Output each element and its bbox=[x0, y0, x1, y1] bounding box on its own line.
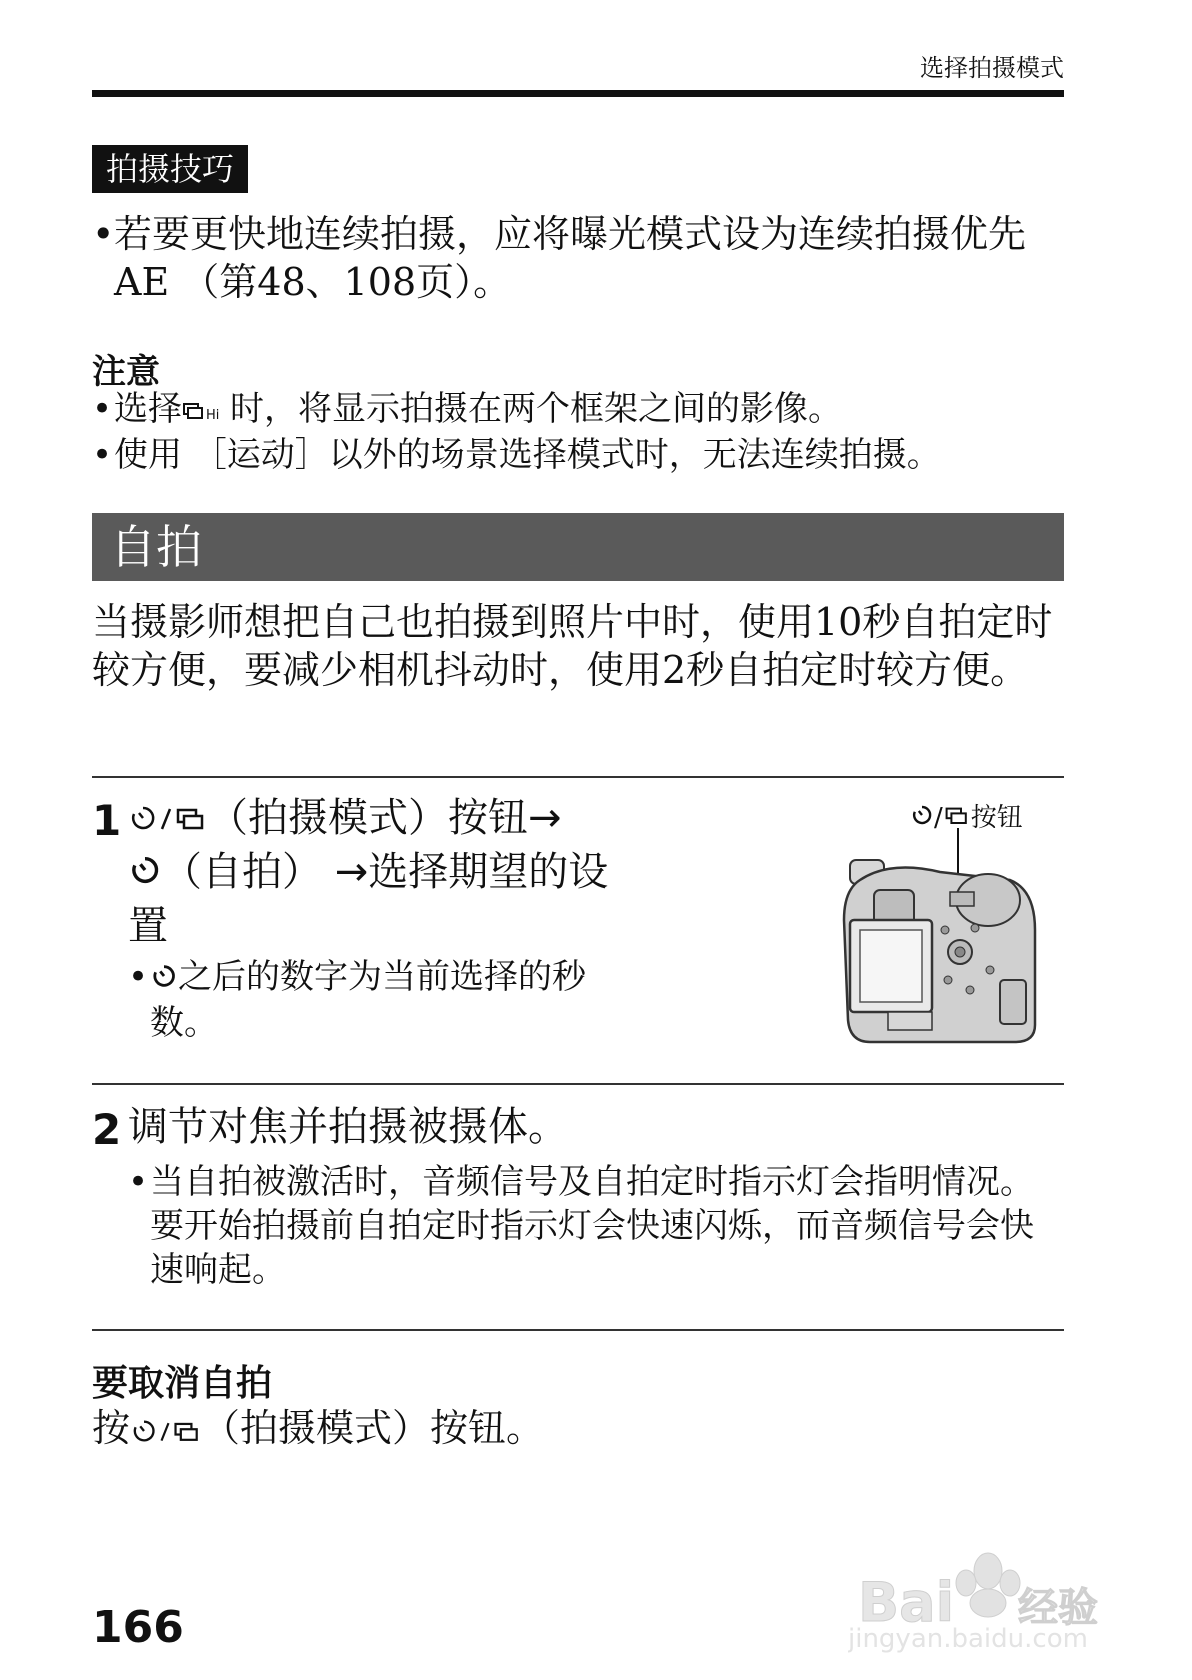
step-divider bbox=[92, 776, 1064, 778]
note-item-text: 时，将显示拍摄在两个框架之间的影像。 bbox=[230, 389, 842, 429]
step-note-item bbox=[128, 955, 648, 1045]
slash-glyph bbox=[158, 794, 174, 846]
baidu-watermark bbox=[848, 1533, 1158, 1657]
continuous-hi-icon bbox=[182, 389, 230, 433]
self-timer-icon bbox=[130, 1408, 158, 1456]
self-timer-icon bbox=[128, 848, 162, 900]
section-intro: 当摄影师想把自己也拍摄到照片中时，使用10秒自拍定时较方便，要减少相机抖动时，使用2秒自拍定时较方便。 bbox=[92, 600, 1053, 692]
note-item-text: 使用 ［运动］以外的场景选择模式时，无法连续拍摄。 bbox=[114, 435, 941, 475]
svg-text:Bai: Bai bbox=[858, 1571, 955, 1634]
callout-text: 按钮 bbox=[970, 803, 1023, 833]
bullet: • bbox=[92, 212, 115, 256]
tips-tag: 拍摄技巧 bbox=[92, 145, 248, 193]
note-heading: 注意 bbox=[92, 352, 160, 392]
note-item bbox=[92, 387, 1072, 433]
step-text: （拍摄模式）按钮→ bbox=[208, 795, 562, 841]
step-text: （自拍） →选择期望的设置 bbox=[128, 849, 609, 949]
step-note-text: 当自拍被激活时，音频信号及自拍定时指示灯会指明情况。要开始拍摄前自拍定时指示灯会快速闪烁，而音频信号会快速响起。 bbox=[150, 1162, 1034, 1290]
step-number: 1 bbox=[92, 796, 122, 845]
running-header: 选择拍摄模式 bbox=[920, 54, 1064, 82]
bullet: • bbox=[92, 389, 113, 429]
tips-item-text: 若要更快地连续拍摄，应将曝光模式设为连续拍摄优先AE （第48、108页）。 bbox=[114, 212, 1027, 304]
step-note-text: 之后的数字为当前选择的秒数。 bbox=[150, 957, 586, 1043]
self-timer-icon bbox=[150, 957, 178, 1001]
svg-text:Hi: Hi bbox=[206, 408, 220, 422]
note-item-text: 选择 bbox=[114, 389, 182, 429]
cancel-heading: 要取消自拍 bbox=[92, 1363, 273, 1404]
camera-illustration bbox=[830, 820, 1050, 1054]
header-rule bbox=[92, 90, 1064, 97]
cancel-text-before: 按 bbox=[92, 1406, 131, 1450]
bullet: • bbox=[128, 1162, 149, 1202]
section-bar bbox=[92, 513, 1064, 581]
step-instruction bbox=[128, 792, 648, 952]
drive-mode-icon bbox=[172, 1408, 202, 1456]
step-note-item bbox=[128, 1160, 1048, 1292]
drive-mode-icon bbox=[174, 794, 208, 846]
cancel-text bbox=[92, 1404, 992, 1456]
tips-item bbox=[92, 210, 1072, 306]
section-title: 自拍 bbox=[110, 520, 202, 574]
bullet: • bbox=[128, 957, 149, 997]
watermark-url: jingyan.baidu.com bbox=[848, 1624, 1088, 1653]
step-number: 2 bbox=[92, 1105, 122, 1154]
note-item bbox=[92, 433, 1072, 477]
callout-slash: / bbox=[934, 803, 943, 833]
note-list bbox=[92, 387, 1072, 477]
self-timer-icon bbox=[128, 794, 158, 846]
page-number: 166 bbox=[92, 1602, 184, 1653]
svg-text:经验: 经验 bbox=[1018, 1585, 1098, 1631]
section-divider bbox=[92, 1329, 1064, 1331]
step-note bbox=[128, 1160, 1048, 1292]
step-instruction: 调节对焦并拍摄被摄体。 bbox=[128, 1104, 568, 1150]
bullet: • bbox=[92, 435, 113, 475]
tips-list bbox=[92, 210, 1072, 306]
slash-glyph bbox=[158, 1408, 172, 1456]
cancel-text-after: （拍摄模式）按钮。 bbox=[202, 1406, 545, 1450]
step-note bbox=[128, 955, 648, 1045]
step-divider bbox=[92, 1083, 1064, 1085]
